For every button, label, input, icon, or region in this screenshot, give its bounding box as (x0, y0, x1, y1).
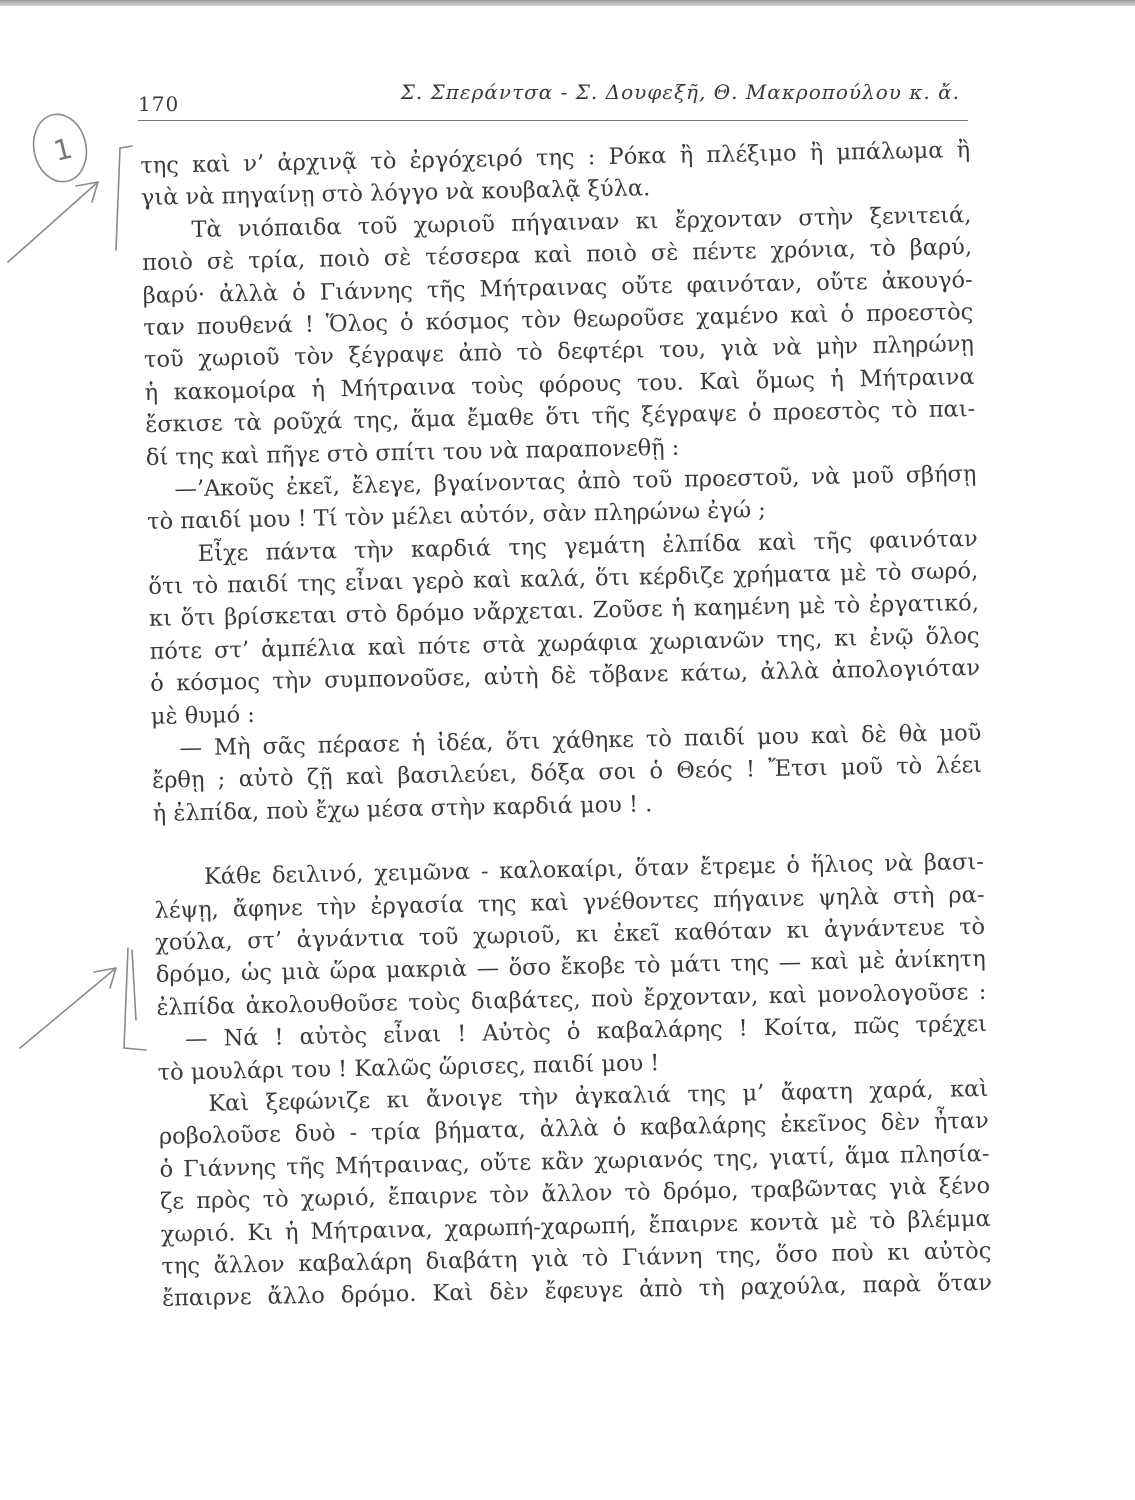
running-head: Σ. Σπεράντσα - Σ. Δουφεξῆ, Θ. Μακροπούλου κ. ἄ. (400, 80, 960, 104)
arrow-head-top (76, 182, 98, 202)
text-line: της καὶ ν’ ἀρχινᾷ τὸ ἐργόχειρό της : Ρόκα ἢ πλέξιμο ἢ μπάλωμα ἢ (140, 137, 971, 179)
text-line: γιὰ νὰ πηγαίνῃ στὸ λόγγο νὰ κουβαλᾷ ξύλα. (140, 175, 651, 212)
text-line: Καὶ ξεφώνιζε κι ἄνοιγε τὴν ἀγκαλιά της μ’ ἄφατη χαρά, καὶ (208, 1075, 989, 1117)
circled-number: 1 (50, 131, 76, 168)
circle-mark (27, 109, 92, 186)
text-line: ἐλπίδα ἀκολουθοῦσε τοὺς διαβάτες, ποὺ ἔρχονταν, καὶ μονολογοῦσε : (156, 978, 987, 1021)
margin-bracket-bottom (124, 948, 146, 1050)
text-line: δρόμο, ὡς μιὰ ὥρα μακριὰ — ὅσο ἔκοβε τὸ μάτι της — καὶ μὲ ἀνίκητη (155, 946, 986, 989)
text-line: Εἶχε πάντα τὴν καρδιά της γεμάτη ἐλπίδα καὶ τῆς φαινόταν (197, 525, 978, 567)
margin-stroke-bottom (132, 950, 136, 1020)
arrow-shaft-top (8, 182, 98, 262)
text-line: δί της καὶ πῆγε στὸ σπίτι του νὰ παραπονεθῇ : (145, 434, 680, 471)
text-line: Κάθε δειλινό, χειμῶνα - καλοκαίρι, ὅταν ἔτρεμε ὁ ἥλιος νὰ βασι- (203, 849, 985, 891)
arrow-shaft-bottom (20, 968, 116, 1048)
header-rule (138, 120, 968, 121)
text-line: μὲ θυμό : (150, 701, 256, 730)
text-line: ποιὸ σὲ τρία, ποιὸ σὲ τέσσερα καὶ ποιὸ σὲ πέντε χρόνια, τὸ βαρύ, (141, 234, 973, 277)
text-line: κι ὅτι βρίσκεται στὸ δρόμο νἄρχεται. Ζοῦσε ἡ καημένη μὲ τὸ ἐργατικό, (148, 590, 980, 633)
text-line: ὁ κόσμος τὴν συμπονοῦσε, αὐτὴ δὲ τὄβανε κάτω, ἀλλὰ ἀπολογιόταν (150, 655, 981, 698)
text-line: ζε πρὸς τὸ χωριό, ἔπαιρνε τὸν ἄλλον τὸ δρόμο, τραβῶντας γιὰ ξένο (159, 1172, 991, 1215)
text-line: χωριό. Κι ἡ Μήτραινα, χαρωπή-χαρωπή, ἔπαιρνε κοντὰ μὲ τὸ βλέμμα (160, 1205, 991, 1248)
text-line: ἡ ἐλπίδα, ποὺ ἔχω μέσα στὴν καρδιά μου ! . (152, 791, 653, 827)
text-line: ἡ κακομοίρα ἡ Μήτραινα τοὺς φόρους του. Καὶ ὅμως ἡ Μήτραινα (144, 363, 975, 406)
text-line: πότε στ’ ἀμπέλια καὶ πότε στὰ χωράφια χωριανῶν της, κι ἐνῷ ὅλος (149, 622, 980, 665)
margin-bracket-top (116, 148, 120, 250)
text-line: ἔσκισε τὰ ροῦχά της, ἅμα ἔμαθε ὅτι τῆς ξέγραψε ὁ προεστὸς τὸ παι- (145, 396, 976, 439)
text-line: χούλα, στ’ ἀγνάντια τοῦ χωριοῦ, κι ἐκεῖ καθόταν κι ἀγνάντευε τὸ (154, 913, 986, 956)
text-line: ἔρθῃ ; αὐτὸ ζῇ καὶ βασιλεύει, δόξα σοι ὁ Θεός ! Ἔτσι μοῦ τὸ λέει (151, 752, 983, 795)
body-text (140, 134, 992, 1315)
text-line: τὸ παιδί μου ! Τί τὸν μέλει αὐτόν, σὰν πληρώνω ἐγώ ; (146, 497, 767, 536)
text-line: λέψῃ, ἄφηνε τὴν ἐργασία της καὶ γνέθοντες πήγαινε ψηλὰ στὴ ρα- (154, 881, 985, 924)
text-line: ὁ Γιάννης τῆς Μήτραινας, οὔτε κἂν χωριανός της, γιατί, ἅμα πλησία- (159, 1140, 990, 1183)
text-line: — Νά ! αὐτὸς εἶναι ! Αὐτὸς ὁ καβαλάρης ! Κοίτα, πῶς τρέχει (184, 1011, 988, 1053)
text-line: ροβολοῦσε δυὸ - τρία βήματα, ἀλλὰ ὁ καβαλάρης ἐκεῖνος δὲν ἦταν (158, 1108, 990, 1151)
page-number: 170 (138, 92, 180, 116)
text-line: ἔπαιρνε ἄλλο δρόμο. Καὶ δὲν ἔφευγε ἀπὸ τὴ ραχούλα, παρὰ ὅταν (161, 1270, 993, 1313)
text-line: βαρύ· ἀλλὰ ὁ Γιάννης τῆς Μήτραινας οὔτε φαινόταν, οὔτε ἀκουγό- (142, 266, 973, 309)
arrow-head-bottom (94, 968, 116, 988)
text-line: —’Ακοῦς ἐκεῖ, ἔλεγε, βγαίνοντας ἀπὸ τοῦ προεστοῦ, νὰ μοῦ σβήσῃ (174, 460, 977, 503)
text-line: — Μὴ σᾶς πέρασε ἡ ἰδέα, ὅτι χάθηκε τὸ παιδί μου καὶ δὲ θὰ μοῦ (179, 719, 982, 762)
text-line: τοῦ χωριοῦ τὸν ξέγραψε ἀπὸ τὸ δεφτέρι του, γιὰ νὰ μὴν πληρώνῃ (143, 331, 975, 374)
text-line: ταν πουθενά ! Ὅλος ὁ κόσμος τὸν θεωροῦσε χαμένο καὶ ὁ προεστὸς (143, 298, 974, 341)
text-line: Τὰ νιόπαιδα τοῦ χωριοῦ πήγαιναν κι ἔρχονταν στὴν ξενιτειά, (191, 201, 972, 243)
text-line: ὅτι τὸ παιδί της εἶναι γερὸ καὶ καλά, ὅτι κέρδιζε χρήματα μὲ τὸ σωρό, (148, 558, 979, 600)
margin-bracket-top-tick (120, 146, 132, 148)
text-line: τὸ μουλάρι του ! Καλῶς ὥρισες, παιδί μου ! (157, 1049, 660, 1086)
page-header (138, 78, 960, 120)
scan-top-edge (0, 0, 1135, 6)
text-line: της ἄλλον καβαλάρη διαβάτη γιὰ τὸ Γιάννη της, ὅσο ποὺ κι αὐτὸς (161, 1237, 992, 1280)
